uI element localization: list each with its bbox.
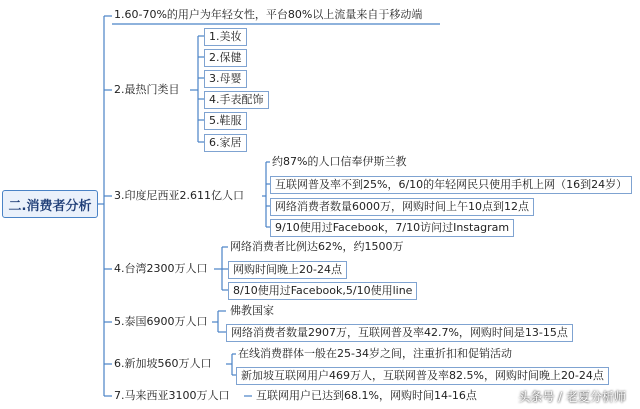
branch-4-label: 4.台湾2300万人口 [114, 262, 208, 275]
branch-4-child-1: 网络消费者比例达62%，约1500万 [230, 240, 404, 253]
branch-2-child-5: 5.鞋服 [204, 112, 247, 130]
watermark: 头条号 / 老夏分析师 [518, 390, 626, 404]
branch-2-child-1: 1.美妆 [204, 28, 247, 46]
branch-4-child-3: 8/10使用过Facebook,5/10使用line [228, 282, 417, 300]
branch-1-label: 1.60-70%的用户为年轻女性，平台80%以上流量来自于移动端 [114, 8, 423, 21]
root-node: 二.消费者分析 [2, 190, 98, 218]
branch-2-label: 2.最热门类目 [114, 83, 180, 96]
branch-5-label: 5.泰国6900万人口 [114, 315, 208, 328]
branch-3-child-3: 网络消费者数量6000万，网购时间上午10点到12点 [270, 198, 534, 216]
branch-4-child-2: 网购时间晚上20-24点 [228, 261, 347, 279]
branch-2-child-4: 4.手表配饰 [204, 91, 269, 109]
branch-7-child-1: 互联网用户已达到68.1%，网购时间14-16点 [256, 389, 477, 402]
branch-5-child-1: 佛教国家 [230, 304, 274, 317]
branch-2-child-6: 6.家居 [204, 134, 247, 152]
branch-6-child-2: 新加坡互联网用户469万人，互联网普及率82.5%，网购时间晚上20-24点 [236, 367, 609, 385]
branch-6-child-1: 在线消费群体一般在25-34岁之间，注重折扣和促销活动 [238, 347, 512, 360]
branch-3-label: 3.印度尼西亚2.611亿人口 [114, 189, 244, 202]
branch-3-child-4: 9/10使用过Facebook，7/10访问过Instagram [270, 219, 514, 237]
branch-2-child-2: 2.保健 [204, 49, 247, 67]
branch-3-child-1: 约87%的人口信奉伊斯兰教 [272, 155, 407, 168]
branch-7-label: 7.马来西亚3100万人口 [114, 389, 230, 402]
branch-3-child-2: 互联网普及率不到25%，6/10的年轻网民只使用手机上网（16到24岁） [270, 176, 632, 194]
branch-5-child-2: 网络消费者数量2907万，互联网普及率42.7%，网购时间是13-15点 [226, 324, 573, 342]
branch-2-child-3: 3.母婴 [204, 70, 247, 88]
branch-6-label: 6.新加坡560万人口 [114, 357, 212, 370]
